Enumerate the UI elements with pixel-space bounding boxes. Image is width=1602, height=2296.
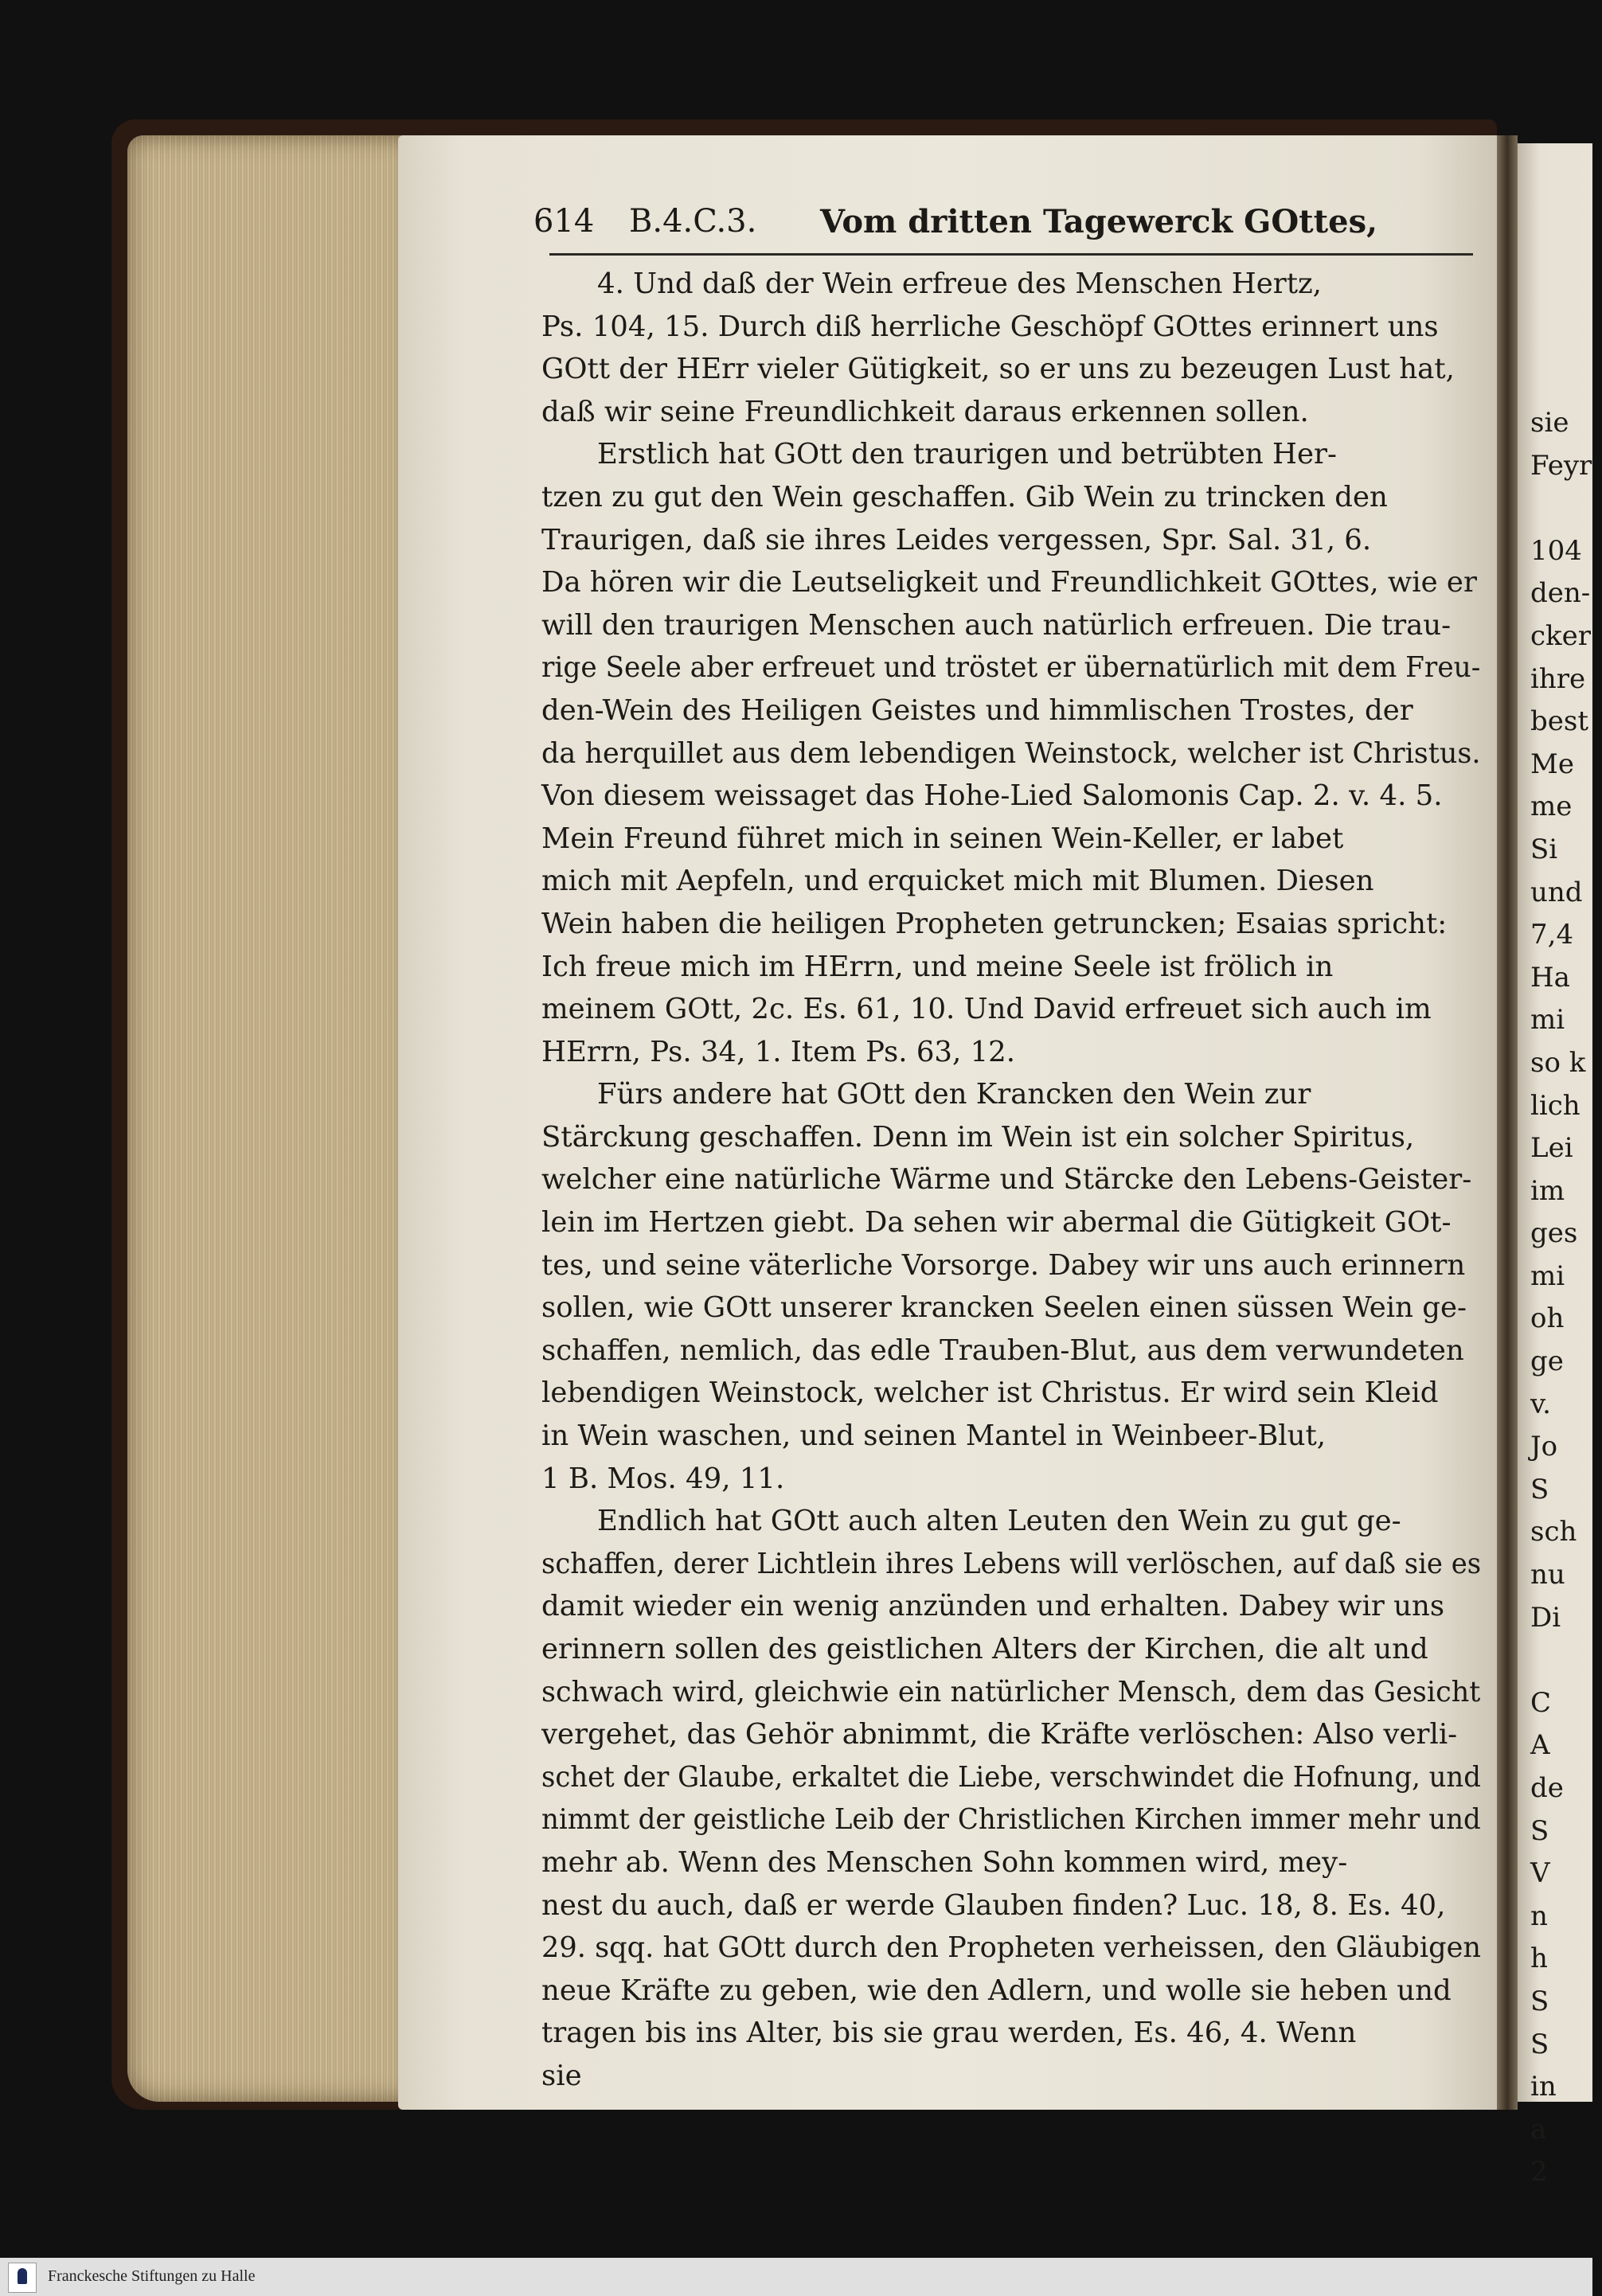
- text-line: daß wir seine Freundlichkeit daraus erkennen sollen.: [541, 395, 1309, 428]
- text-line: lebendigen Weinstock, welcher ist Christus. Er wird sein Kleid: [541, 1376, 1439, 1410]
- fragment-line: ges: [1530, 1217, 1578, 1250]
- fragment-line: v.: [1530, 1388, 1551, 1420]
- text-line: Da hören wir die Leutseligkeit und Freundlichkeit GOttes, wie er: [541, 566, 1477, 599]
- fragment-line: n: [1530, 1900, 1548, 1932]
- fragment-line: und: [1530, 876, 1583, 908]
- fragment-line: Feyr: [1530, 449, 1592, 482]
- text-line: nimmt der geistliche Leib der Christlichen Kirchen immer mehr und: [541, 1803, 1481, 1837]
- text-line: rige Seele aber erfreuet und tröstet er übernatürlich mit dem Freu-: [541, 651, 1481, 685]
- text-line: Erstlich hat GOtt den traurigen und betrübten Her-: [597, 438, 1337, 471]
- fragment-line: Si: [1530, 833, 1558, 865]
- text-line: da herquillet aus dem lebendigen Weinstock, welcher ist Christus.: [541, 736, 1481, 770]
- text-line: 29. sqq. hat GOtt durch den Propheten verheissen, den Gläubigen: [541, 1931, 1482, 1965]
- text-line: meinem GOtt, 2c. Es. 61, 10. Und David erfreuet sich auch im: [541, 993, 1432, 1026]
- fragment-line: S: [1530, 1814, 1549, 1847]
- text-line: Stärckung geschaffen. Denn im Wein ist ein solcher Spiritus,: [541, 1120, 1415, 1154]
- footer-institution: Franckesche Stiftungen zu Halle: [48, 2267, 256, 2285]
- fragment-line: Ha: [1530, 961, 1570, 994]
- running-header: [533, 203, 1473, 251]
- text-line: Traurigen, daß sie ihres Leides vergessen, Spr. Sal. 31, 6.: [541, 523, 1372, 556]
- fragment-line: a: [1530, 2113, 1547, 2146]
- fragment-line: mi: [1530, 1259, 1565, 1292]
- fragment-line: ge: [1530, 1345, 1564, 1378]
- text-line: den-Wein des Heiligen Geistes und himmlischen Trostes, der: [541, 693, 1413, 727]
- text-line: Endlich hat GOtt auch alten Leuten den Wein zu gut ge-: [597, 1505, 1401, 1538]
- fragment-line: Jo: [1530, 1431, 1558, 1463]
- fragment-line: S: [1530, 2028, 1549, 2060]
- fragment-line: oh: [1530, 1302, 1565, 1335]
- header-rule: [549, 253, 1473, 256]
- fragment-line: nu: [1530, 1559, 1565, 1591]
- fragment-line: so k: [1530, 1046, 1586, 1079]
- text-line: sollen, wie GOtt unserer krancken Seelen einen süssen Wein ge-: [541, 1291, 1467, 1325]
- text-line: neue Kräfte zu geben, wie den Adlern, und wolle sie heben und: [541, 1974, 1452, 2007]
- text-line: 1 B. Mos. 49, 11.: [541, 1462, 785, 1495]
- text-line: tragen bis ins Alter, bis sie grau werden, Es. 46, 4. Wenn: [541, 2017, 1357, 2050]
- text-line: Ich freue mich im HErrn, und meine Seele ist frölich in: [541, 950, 1334, 983]
- text-line: Fürs andere hat GOtt den Krancken den Wein zur: [597, 1078, 1311, 1111]
- institution-logo-icon: [8, 2263, 37, 2293]
- text-line: Wein haben die heiligen Propheten getruncken; Esaias spricht:: [541, 907, 1448, 940]
- right-page-edge: [1518, 143, 1592, 2189]
- fragment-line: cker: [1530, 619, 1592, 652]
- running-title: Vom dritten Tagewerck GOttes,: [820, 203, 1378, 240]
- fragment-line: A: [1530, 1729, 1550, 1762]
- fragment-line: 7,4: [1530, 919, 1574, 951]
- text-line: HErrn, Ps. 34, 1. Item Ps. 63, 12.: [541, 1035, 1016, 1068]
- fragment-line: sie: [1530, 407, 1569, 439]
- text-line: tzen zu gut den Wein geschaffen. Gib Wein zu trincken den: [541, 480, 1388, 513]
- fragment-line: ihre: [1530, 662, 1586, 695]
- fragment-line: [1530, 1639, 1602, 1682]
- text-line: mich mit Aepfeln, und erquicket mich mit Blumen. Diesen: [541, 865, 1374, 898]
- text-line: Von diesem weissaget das Hohe-Lied Salomonis Cap. 2. v. 4. 5.: [541, 779, 1443, 813]
- fragment-line: 104: [1530, 534, 1582, 567]
- fragment-line: Lei: [1530, 1132, 1573, 1165]
- section-signature: B.4.C.3.: [629, 203, 757, 240]
- fragment-line: mi: [1530, 1004, 1565, 1037]
- body-text: [541, 263, 1481, 2098]
- text-line: schaffen, derer Lichtlein ihres Lebens will verlöschen, auf daß sie es: [541, 1547, 1482, 1580]
- text-line: welcher eine natürliche Wärme und Stärcke den Lebens-Geister-: [541, 1163, 1472, 1197]
- text-line: schwach wird, gleichwie ein natürlicher Mensch, dem das Gesicht: [541, 1675, 1481, 1708]
- text-line: erinnern sollen des geistlichen Alters der Kirchen, die alt und: [541, 1633, 1428, 1665]
- text-line: in Wein waschen, und seinen Mantel in Weinbeer-Blut,: [541, 1419, 1327, 1453]
- text-line: sie: [541, 2059, 582, 2092]
- fragment-line: C: [1530, 1686, 1552, 1719]
- fragment-line: V: [1530, 1857, 1550, 1890]
- fragment-line: sch: [1530, 1516, 1577, 1548]
- fragment-line: S: [1530, 1985, 1549, 2017]
- fragment-line: lich: [1530, 1089, 1581, 1122]
- fragment-line: best: [1530, 705, 1588, 738]
- book-gutter: [1497, 135, 1518, 2110]
- text-line: vergehet, das Gehör abnimmt, die Kräfte verlöschen: Also verli-: [541, 1718, 1458, 1751]
- fragment-line: Me: [1530, 748, 1574, 780]
- fragment-line: h: [1530, 1943, 1548, 1975]
- page-edges: [127, 135, 414, 2102]
- text-line: 4. Und daß der Wein erfreue des Menschen Hertz,: [597, 267, 1322, 300]
- text-line: Mein Freund führet mich in seinen Wein-Keller, er labet: [541, 822, 1344, 855]
- page-number: 614: [533, 203, 595, 240]
- text-line: nest du auch, daß er werde Glauben finden? Luc. 18, 8. Es. 40,: [541, 1888, 1446, 1922]
- fragment-line: me: [1530, 791, 1573, 823]
- fragment-line: den-: [1530, 577, 1591, 610]
- text-line: schet der Glaube, erkaltet die Liebe, verschwindet die Hofnung, und: [541, 1760, 1481, 1794]
- right-page-fragments: [1530, 402, 1602, 2194]
- fragment-line: de: [1530, 1772, 1564, 1804]
- text-line: mehr ab. Wenn des Menschen Sohn kommen wird, mey-: [541, 1845, 1348, 1879]
- footer-bar: [0, 2258, 1592, 2296]
- text-line: tes, und seine väterliche Vorsorge. Dabey wir uns auch erinnern: [541, 1248, 1466, 1282]
- text-line: Ps. 104, 15. Durch diß herrliche Geschöpf GOttes erinnert uns: [541, 310, 1439, 343]
- text-line: damit wieder ein wenig anzünden und erhalten. Dabey wir uns: [541, 1590, 1445, 1623]
- text-line: schaffen, nemlich, das edle Trauben-Blut, aus dem verwundeten: [541, 1333, 1464, 1367]
- fragment-line: Di: [1530, 1601, 1561, 1634]
- fragment-line: S: [1530, 1473, 1549, 1505]
- fragment-line: in: [1530, 2071, 1557, 2103]
- fragment-line: im: [1530, 1174, 1565, 1207]
- fragment-line: [1530, 487, 1602, 530]
- text-line: lein im Hertzen giebt. Da sehen wir abermal die Gütigkeit GOt-: [541, 1206, 1452, 1240]
- fragment-line: 2: [1530, 2156, 1548, 2189]
- text-line: GOtt der HErr vieler Gütigkeit, so er uns zu bezeugen Lust hat,: [541, 353, 1455, 386]
- text-line: will den traurigen Menschen auch natürlich erfreuen. Die trau-: [541, 608, 1452, 642]
